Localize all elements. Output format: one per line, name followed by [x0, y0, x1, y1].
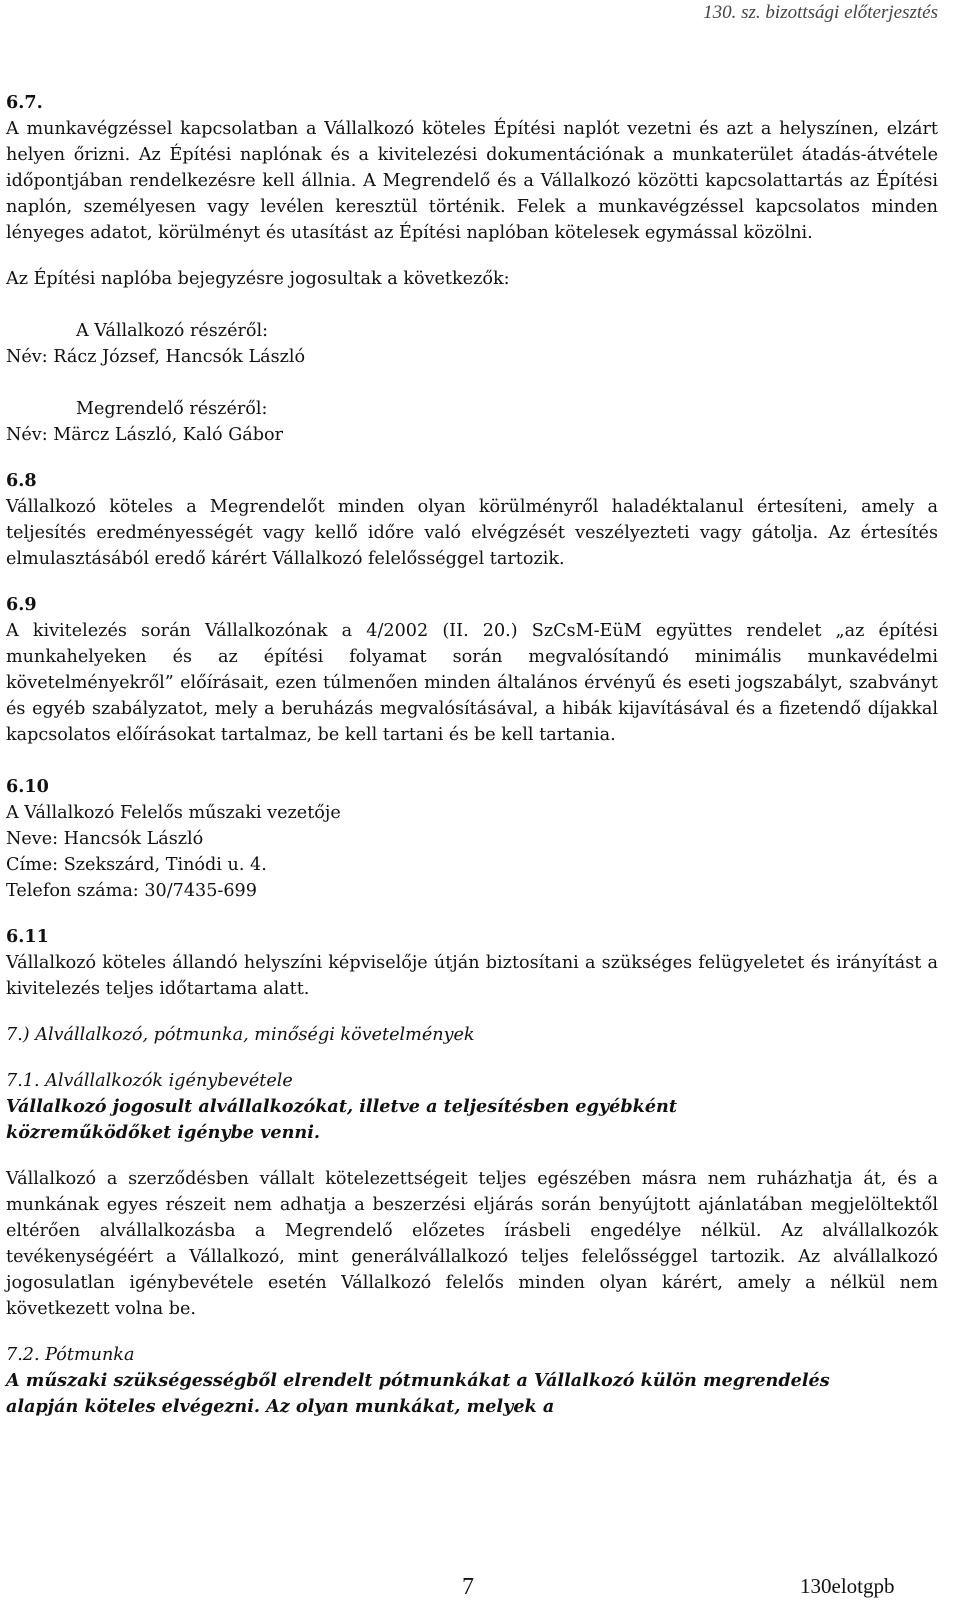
contractor-names: Név: Rácz József, Hancsók László [6, 347, 306, 367]
section-6-9-heading: 6.9 [6, 594, 37, 615]
section-7-1-title: 7.1. Alvállalkozók igénybevétele [6, 1071, 293, 1091]
document-code: 130elotgpb [800, 1574, 895, 1598]
document-body [6, 90, 938, 1420]
site-manager-name: Neve: Hancsók László [6, 829, 204, 849]
section-7-1-bold: Vállalkozó jogosult alvállalkozókat, illetve a teljesítésben egyébként közreműködőket igénybe venni. [6, 1096, 677, 1143]
section-6-8-paragraph: Vállalkozó köteles a Megrendelőt minden olyan körülményről haladéktalanul értesíteni, amely a teljesítés eredményességét vagy kellő időre való elvégzését veszélyezteti vagy gátolja. Az értesítés elmulasztásából eredő kárért Vállalkozó felelősséggel tartozik. [6, 497, 938, 569]
section-7-title: 7.) Alvállalkozó, pótmunka, minőségi követelmények [6, 1025, 475, 1045]
section-6-7-paragraph: A munkavégzéssel kapcsolatban a Vállalkozó köteles Építési naplót vezetni és azt a helyszínen, elzárt helyen őrizni. Az Építési naplónak és a kivitelezési dokumentációnak a munkaterület átadás-átvétele időpontjában rendelkezésre kell állnia. A Megrendelő és a Vállalkozó közötti kapcsolattartás az Építési naplón, személyesen vagy levélen keresztül történik. Felek a munkavégzéssel kapcsolatos minden lényeges adatot, körülményt és utasítást az Építési naplóban kötelesek egymással közölni. [6, 119, 938, 243]
section-6-7-heading: 6.7. [6, 92, 43, 113]
section-7-2-title: 7.2. Pótmunka [6, 1345, 135, 1365]
section-6-11-heading: 6.11 [6, 926, 49, 947]
section-6-10-heading: 6.10 [6, 776, 49, 797]
page-number: 7 [462, 1574, 474, 1600]
client-names: Név: Märcz László, Kaló Gábor [6, 425, 284, 445]
section-6-7-entitled-intro: Az Építési naplóba bejegyzésre jogosultak a következők: [6, 269, 510, 289]
client-label: Megrendelő részéről: [76, 399, 268, 419]
page-header: 130. sz. bizottsági előterjesztés [703, 2, 938, 23]
contractor-label: A Vállalkozó részéről: [76, 321, 269, 341]
section-6-9-paragraph: A kivitelezés során Vállalkozónak a 4/2002 (II. 20.) SzCsM-EüM együttes rendelet „az építési munkahelyeken és az építési folyamat során megvalósítandó minimális munkavédelmi követelményekről” előírásait, ezen túlmenően minden általános érvényű és eseti jogszabályt, szabványt és egyéb szabályzatot, mely a beruházás megvalósításával, a hibák kijavításával és a fizetendő díjakkal kapcsolatos előírásokat tartalmaz, be kell tartani és be kell tartania. [6, 621, 938, 745]
section-7-1-paragraph: Vállalkozó a szerződésben vállalt kötelezettségeit teljes egészében másra nem ruházhatja át, és a munkának egyes részeit nem adhatja a beszerzési eljárás során benyújtott ajánlatában megjelöltektől eltérően alvállalkozásba a Megrendelő előzetes írásbeli engedélye nélkül. Az alvállalkozók tevékenységéért a Vállalkozó, mint generálvállalkozó teljes felelősséggel tartozik. Az alvállalkozó jogosulatlan igénybevétele esetén Vállalkozó felelős minden olyan kárért, amely a nélkül nem következett volna be. [6, 1169, 938, 1319]
section-6-8-heading: 6.8 [6, 470, 37, 491]
section-7-2-bold: A műszaki szükségességből elrendelt pótmunkákat a Vállalkozó külön megrendelés alapján köteles elvégezni. Az olyan munkákat, melyek a [6, 1370, 830, 1417]
site-manager-title: A Vállalkozó Felelős műszaki vezetője [6, 803, 341, 823]
site-manager-address: Címe: Szekszárd, Tinódi u. 4. [6, 855, 267, 875]
site-manager-phone: Telefon száma: 30/7435-699 [6, 881, 257, 901]
section-6-11-paragraph: Vállalkozó köteles állandó helyszíni képviselője útján biztosítani a szükséges felügyeletet és irányítást a kivitelezés teljes időtartama alatt. [6, 953, 938, 999]
